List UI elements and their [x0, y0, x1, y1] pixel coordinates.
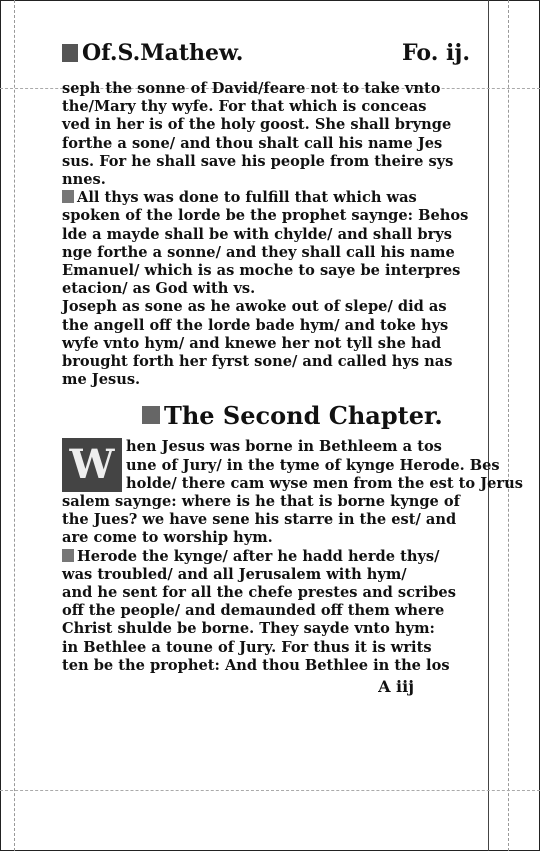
chapter-heading: The Second Chapter. — [142, 401, 470, 430]
chapter-opening — [62, 438, 523, 547]
decorated-initial-w-icon: W — [62, 438, 122, 492]
running-header — [62, 40, 470, 80]
paragraph-5 — [62, 548, 470, 675]
pilcrow-mark-icon — [142, 406, 160, 424]
text-line: brought forth her fyrst sone/ and called hys nas — [62, 353, 453, 371]
text-line: ten be the prophet: And thou Bethlee in the los — [62, 656, 450, 674]
text-line: was troubled/ and all Jerusalem with hym/ — [62, 565, 407, 583]
text-line: etacion/ as God with vs. — [62, 280, 256, 298]
folio-number: Fo. ij. — [402, 40, 470, 66]
text-line: Christ shulde be borne. They sayde vnto hym: — [62, 620, 435, 638]
text-line: in Bethlee a toune of Jury. For thus it is writs — [62, 638, 432, 656]
page-text — [62, 40, 523, 697]
text-line: All thys was done to fulfill that which was — [77, 189, 417, 207]
pilcrow-mark-icon — [62, 44, 78, 62]
text-line: une of Jury/ in the tyme of kynge Herode. Bes — [126, 456, 500, 474]
margin-rule-left — [14, 0, 15, 851]
text-line: off the people/ and demaunded off them where — [62, 602, 445, 620]
text-line: nnes. — [62, 171, 106, 189]
guide-line-bottom — [0, 790, 540, 791]
running-title: Of.S.Mathew. — [62, 40, 243, 66]
text-line: seph the sonne of David/feare not to take vnto — [62, 80, 441, 97]
text-line: salem saynge: where is he that is borne kynge of — [62, 493, 460, 511]
paragraph-2 — [62, 189, 470, 298]
text-line: Joseph as sone as he awoke out of slepe/ did as — [62, 298, 447, 316]
text-line: forthe a sone/ and thou shalt call his name Jes — [62, 134, 443, 152]
text-line: nge forthe a sonne/ and they shall call his name — [62, 243, 455, 261]
text-line: the Jues? we have sene his starre in the est/ and — [62, 511, 457, 529]
text-line: sus. For he shall save his people from theire sys — [62, 152, 454, 170]
text-line: the angell off the lorde bade hym/ and toke hys — [62, 316, 449, 334]
text-line: me Jesus. — [62, 371, 141, 389]
paragraph-4 — [62, 438, 523, 547]
text-line: ved in her is of the holy goost. She shall brynge — [62, 116, 452, 134]
text-line: are come to worship hym. — [62, 529, 273, 547]
pilcrow-mark-icon — [62, 549, 74, 562]
paragraph-1 — [62, 80, 470, 189]
text-line: the/Mary thy wyfe. For that which is conceas — [62, 98, 427, 116]
pilcrow-mark-icon — [62, 190, 74, 203]
margin-rule-far-right — [508, 0, 509, 851]
text-line: spoken of the lorde be the prophet saynge: Behos — [62, 207, 469, 225]
text-line: and he sent for all the chefe prestes and scribes — [62, 584, 456, 602]
text-line: wyfe vnto hym/ and knewe her not tyll she had — [62, 334, 442, 352]
text-line: holde/ there cam wyse men from the est to Jerus — [126, 474, 523, 492]
margin-rule-right — [488, 0, 489, 851]
text-line: Herode the kynge/ after he hadd herde thys/ — [77, 547, 440, 565]
text-line: lde a mayde shall be with chylde/ and shall brys — [62, 225, 452, 243]
paragraph-3 — [62, 298, 470, 389]
signature-mark: A iij — [378, 677, 414, 697]
text-line: Emanuel/ which is as moche to saye be interpres — [62, 262, 461, 280]
text-line: hen Jesus was borne in Bethleem a tos — [126, 438, 442, 456]
